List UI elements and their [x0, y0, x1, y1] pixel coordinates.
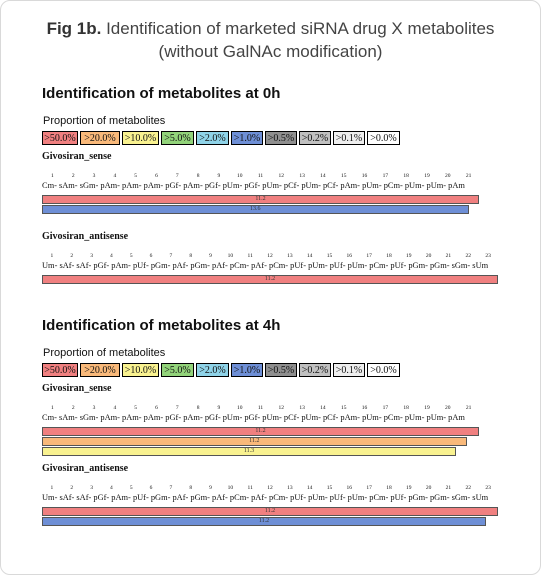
- position-number: 11: [257, 405, 264, 411]
- position-number: 16: [361, 173, 368, 179]
- position-number: 15: [326, 253, 333, 259]
- strand-name: Givosiran_sense: [42, 383, 112, 394]
- proportion-label: Proportion of metabolites: [43, 347, 166, 359]
- strand-sequence: Cm- sAm- sGm- pAm- pAm- pAm- pGf- pAm- pGf- pUm- pGf- pUm- pCf- pUm- pCf- pAm- pUm- pCm- pUm- pUm- pAm: [42, 181, 465, 190]
- position-number: 5: [134, 405, 138, 411]
- position-number: 21: [465, 173, 472, 179]
- position-number: 13: [299, 173, 305, 179]
- position-number: 23: [485, 485, 491, 491]
- position-number: 14: [320, 405, 326, 411]
- legend-item: >0.1%: [333, 131, 365, 145]
- legend-item: >0.2%: [299, 363, 331, 377]
- position-number: 10: [236, 173, 243, 179]
- proportion-legend: [42, 131, 402, 145]
- legend-item: >50.0%: [42, 131, 78, 145]
- strand-name: Givosiran_antisense: [42, 463, 129, 474]
- position-number: 7: [175, 173, 179, 179]
- position-number: 12: [267, 485, 273, 491]
- position-numbers: [42, 485, 498, 493]
- position-number: 8: [196, 173, 200, 179]
- position-number: 4: [110, 485, 113, 491]
- legend-item: >20.0%: [80, 363, 120, 377]
- position-number: 6: [149, 485, 153, 491]
- position-number: 17: [366, 253, 372, 259]
- position-number: 2: [70, 485, 74, 491]
- section-heading: Identification of metabolites at 0h: [42, 85, 281, 102]
- legend-item: >20.0%: [80, 131, 120, 145]
- proportion-label: Proportion of metabolites: [43, 115, 166, 127]
- position-number: 9: [209, 253, 212, 259]
- position-number: 20: [445, 173, 451, 179]
- strand-sequence: Um- sAf- sAf- pGf- pAm- pUf- pGm- pAf- pGm- pAf- pCm- pAf- pCm- pUf- pUm- pUf- pUm- pCm- pUf- pGm- pGm- sGm- sUm: [42, 261, 489, 270]
- position-number: 9: [217, 173, 221, 179]
- legend-item: >1.0%: [231, 131, 263, 145]
- position-number: 13: [287, 253, 293, 259]
- legend-item: >2.0%: [196, 131, 229, 145]
- metabolite-bar: 11.2: [42, 427, 479, 436]
- position-number: 14: [320, 173, 326, 179]
- position-number: 8: [189, 253, 193, 259]
- position-number: 7: [169, 253, 173, 259]
- position-number: 18: [386, 485, 392, 491]
- position-number: 17: [366, 485, 372, 491]
- position-number: 21: [465, 405, 472, 411]
- position-numbers: [42, 405, 479, 413]
- position-number: 4: [113, 173, 117, 179]
- position-number: 9: [209, 485, 212, 491]
- position-number: 2: [71, 173, 75, 179]
- position-number: 16: [346, 253, 353, 259]
- legend-item: >0.5%: [265, 131, 297, 145]
- position-number: 11: [247, 485, 253, 491]
- position-number: 4: [110, 253, 113, 259]
- position-number: 6: [149, 253, 153, 259]
- position-number: 17: [382, 173, 389, 179]
- legend-item: >0.1%: [333, 363, 365, 377]
- legend-item: >0.2%: [299, 131, 331, 145]
- position-number: 16: [361, 405, 368, 411]
- position-number: 2: [71, 405, 75, 411]
- position-number: 3: [90, 253, 93, 259]
- position-number: 11: [257, 173, 264, 179]
- legend-item: >5.0%: [161, 131, 194, 145]
- strand-sequence: Um- sAf- sAf- pGf- pAm- pUf- pGm- pAf- pGm- pAf- pCm- pAf- pCm- pUf- pUm- pUf- pUm- pCm- pUf- pGm- pGm- sGm- sUm: [42, 493, 489, 502]
- position-number: 8: [189, 485, 193, 491]
- position-number: 17: [382, 405, 389, 411]
- section-heading: Identification of metabolites at 4h: [42, 317, 281, 334]
- position-number: 16: [346, 485, 353, 491]
- position-number: 6: [155, 173, 158, 179]
- figure-title-text: Identification of marketed siRNA drug X metabolites: [101, 19, 495, 38]
- metabolite-bar: 11.2: [42, 507, 498, 516]
- metabolite-bar: 13.6: [42, 205, 469, 214]
- position-number: 14: [306, 485, 313, 491]
- position-number: 12: [278, 173, 285, 179]
- proportion-legend: [42, 363, 402, 377]
- position-number: 10: [227, 253, 234, 259]
- position-number: 5: [129, 485, 133, 491]
- position-number: 4: [113, 405, 117, 411]
- position-number: 18: [403, 173, 409, 179]
- figure-subtitle: (without GalNAc modification): [158, 42, 383, 61]
- position-number: 1: [50, 485, 54, 491]
- figure-label: Fig 1b.: [46, 19, 102, 38]
- position-number: 11: [247, 253, 253, 259]
- position-number: 22: [465, 485, 471, 491]
- position-number: 12: [267, 253, 273, 259]
- position-number: 19: [406, 485, 412, 491]
- position-number: 1: [51, 405, 54, 411]
- position-number: 3: [90, 485, 93, 491]
- position-number: 5: [129, 253, 133, 259]
- position-numbers: [42, 173, 479, 181]
- metabolite-bar: 11.3: [42, 447, 456, 456]
- position-number: 13: [299, 405, 305, 411]
- position-number: 23: [485, 253, 491, 259]
- metabolite-bar: 11.2: [42, 517, 486, 526]
- legend-item: >50.0%: [42, 363, 78, 377]
- position-number: 12: [278, 405, 285, 411]
- legend-item: >5.0%: [161, 363, 194, 377]
- position-number: 2: [70, 253, 74, 259]
- position-number: 15: [326, 485, 333, 491]
- position-number: 15: [340, 405, 347, 411]
- position-number: 8: [196, 405, 200, 411]
- position-number: 20: [425, 253, 432, 259]
- legend-item: >10.0%: [122, 363, 159, 377]
- position-number: 10: [236, 405, 243, 411]
- position-number: 19: [424, 173, 430, 179]
- legend-item: >0.0%: [367, 363, 400, 377]
- position-numbers: [42, 253, 498, 261]
- position-number: 6: [155, 405, 158, 411]
- position-number: 15: [340, 173, 347, 179]
- legend-item: >2.0%: [196, 363, 229, 377]
- position-number: 21: [445, 253, 452, 259]
- position-number: 19: [424, 405, 430, 411]
- position-number: 3: [92, 173, 96, 179]
- position-number: 21: [445, 485, 452, 491]
- position-number: 7: [175, 405, 179, 411]
- position-number: 18: [386, 253, 392, 259]
- position-number: 13: [287, 485, 293, 491]
- metabolite-bar: 11.2: [42, 437, 467, 446]
- position-number: 22: [465, 253, 471, 259]
- legend-item: >1.0%: [231, 363, 263, 377]
- position-number: 5: [134, 173, 138, 179]
- position-number: 14: [306, 253, 313, 259]
- position-number: 1: [50, 253, 54, 259]
- strand-name: Givosiran_antisense: [42, 231, 129, 242]
- metabolite-bar: 11.2: [42, 275, 498, 284]
- legend-item: >10.0%: [122, 131, 159, 145]
- position-number: 7: [169, 485, 173, 491]
- strand-sequence: Cm- sAm- sGm- pAm- pAm- pAm- pGf- pAm- pGf- pUm- pGf- pUm- pCf- pUm- pCf- pAm- pUm- pCm- pUm- pUm- pAm: [42, 413, 465, 422]
- legend-item: >0.5%: [265, 363, 297, 377]
- figure-title: [1, 18, 540, 40]
- position-number: 18: [403, 405, 409, 411]
- metabolite-bar: 11.2: [42, 195, 479, 204]
- position-number: 10: [227, 485, 234, 491]
- position-number: 1: [51, 173, 54, 179]
- position-number: 3: [92, 405, 96, 411]
- position-number: 20: [425, 485, 432, 491]
- strand-name: Givosiran_sense: [42, 151, 112, 162]
- position-number: 9: [217, 405, 221, 411]
- legend-item: >0.0%: [367, 131, 400, 145]
- position-number: 20: [445, 405, 451, 411]
- position-number: 19: [406, 253, 412, 259]
